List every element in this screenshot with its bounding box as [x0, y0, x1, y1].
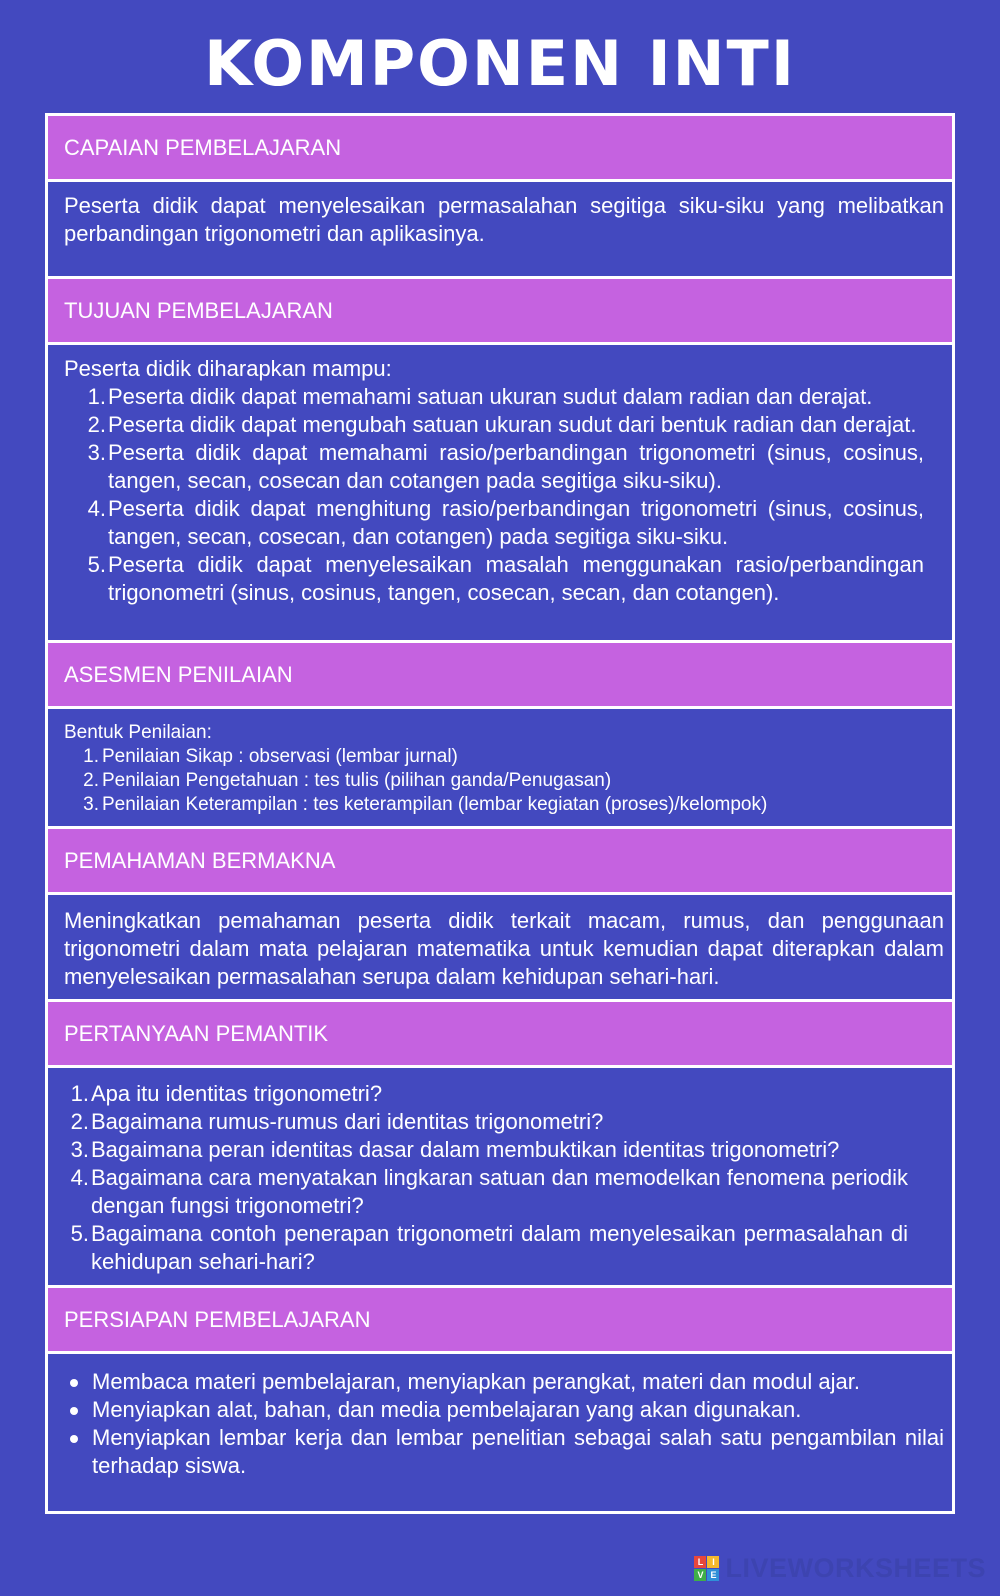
section-body-persiapan — [48, 1354, 952, 1511]
list-item: 2. Penilaian Pengetahuan : tes tulis (pilihan ganda/Penugasan) — [83, 770, 612, 791]
section-heading: TUJUAN PEMBELAJARAN — [64, 297, 333, 323]
section-heading: PERSIAPAN PEMBELAJARAN — [64, 1306, 371, 1332]
section-heading: PEMAHAMAN BERMAKNA — [64, 847, 336, 873]
section-header-pertanyaan — [48, 1002, 952, 1068]
bullet-icon — [70, 1435, 78, 1443]
list-item: 4. Peserta didik dapat menghitung rasio/perbandingan trigonometri (sinus, cosinus, tangen, secan, cosecan, dan cotangen) pada segitiga siku-siku. — [87, 496, 924, 549]
list-item: 1. Peserta didik dapat memahami satuan ukuran sudut dalam radian dan derajat. — [87, 384, 873, 409]
capaian-text: Peserta didik dapat menyelesaikan permasalahan segitiga siku-siku yang melibatkan perbandingan trigonometri dan aplikasinya. — [64, 193, 944, 246]
list-item: 1. Apa itu identitas trigonometri? — [70, 1081, 383, 1106]
asesmen-list — [64, 745, 944, 817]
list-item: 3. Peserta didik dapat memahami rasio/perbandingan trigonometri (sinus, cosinus, tangen, secan, cosecan dan cotangen pada segitiga siku-siku). — [87, 440, 924, 493]
section-body-pemahaman — [48, 895, 952, 1002]
section-body-pertanyaan — [48, 1068, 952, 1288]
section-header-persiapan — [48, 1288, 952, 1354]
section-heading: ASESMEN PENILAIAN — [64, 661, 293, 687]
list-item: Menyiapkan lembar kerja dan lembar penelitian sebagai salah satu pengambilan nilai terhadap siswa. — [64, 1424, 944, 1480]
list-item: 5. Peserta didik dapat menyelesaikan masalah menggunakan rasio/perbandingan trigonometri (sinus, cosinus, tangen, cosecan, secan, dan cotangen). — [87, 552, 924, 605]
section-heading: PERTANYAAN PEMANTIK — [64, 1020, 329, 1046]
list-item: 3. Penilaian Keterampilan : tes keterampilan (lembar kegiatan (proses)/kelompok) — [83, 794, 768, 815]
logo-letter: L — [694, 1556, 706, 1568]
section-heading: CAPAIAN PEMBELAJARAN — [64, 134, 342, 160]
section-header-capaian — [48, 116, 952, 182]
section-header-tujuan — [48, 279, 952, 345]
logo-letter: I — [707, 1556, 719, 1568]
section-body-capaian — [48, 182, 952, 279]
list-item: 3. Bagaimana peran identitas dasar dalam membuktikan identitas trigonometri? — [70, 1137, 840, 1162]
list-item: 2. Peserta didik dapat mengubah satuan ukuran sudut dari bentuk radian dan derajat. — [87, 412, 917, 437]
logo-letter: E — [707, 1569, 719, 1581]
pertanyaan-list — [64, 1080, 908, 1276]
list-item: Menyiapkan alat, bahan, dan media pembelajaran yang akan digunakan. — [64, 1396, 944, 1424]
list-item: 5. Bagaimana contoh penerapan trigonometri dalam menyelesaikan permasalahan di kehidupan sehari-hari? — [70, 1221, 908, 1274]
tujuan-intro: Peserta didik diharapkan mampu: — [64, 356, 392, 381]
persiapan-list — [64, 1368, 944, 1480]
logo-letter: V — [694, 1569, 706, 1581]
components-table — [45, 113, 955, 1514]
list-item: 1. Penilaian Sikap : observasi (lembar jurnal) — [83, 746, 458, 767]
list-item: 4. Bagaimana cara menyatakan lingkaran satuan dan memodelkan fenomena periodik dengan fungsi trigonometri? — [70, 1165, 908, 1218]
list-item: 2. Bagaimana rumus-rumus dari identitas trigonometri? — [70, 1109, 604, 1134]
list-item: Membaca materi pembelajaran, menyiapkan perangkat, materi dan modul ajar. — [64, 1368, 944, 1396]
tujuan-list — [64, 383, 924, 607]
watermark-text: LIVEWORKSHEETS — [725, 1552, 986, 1583]
bullet-icon — [70, 1379, 78, 1387]
bullet-icon — [70, 1407, 78, 1415]
section-body-asesmen — [48, 709, 952, 829]
liveworksheets-logo-icon — [694, 1556, 719, 1581]
pemahaman-text: Meningkatkan pemahaman peserta didik terkait macam, rumus, dan penggunaan trigonometri dalam mata pelajaran matematika untuk kemudian dapat diterapkan dalam menyelesaikan permasalahan serupa dalam kehidupan sehari-hari. — [64, 908, 944, 989]
liveworksheets-watermark — [694, 1550, 986, 1586]
asesmen-intro: Bentuk Penilaian: — [64, 722, 212, 743]
page-title: KOMPONEN INTI — [204, 27, 796, 100]
section-body-tujuan — [48, 345, 952, 643]
section-header-pemahaman — [48, 829, 952, 895]
section-header-asesmen — [48, 643, 952, 709]
